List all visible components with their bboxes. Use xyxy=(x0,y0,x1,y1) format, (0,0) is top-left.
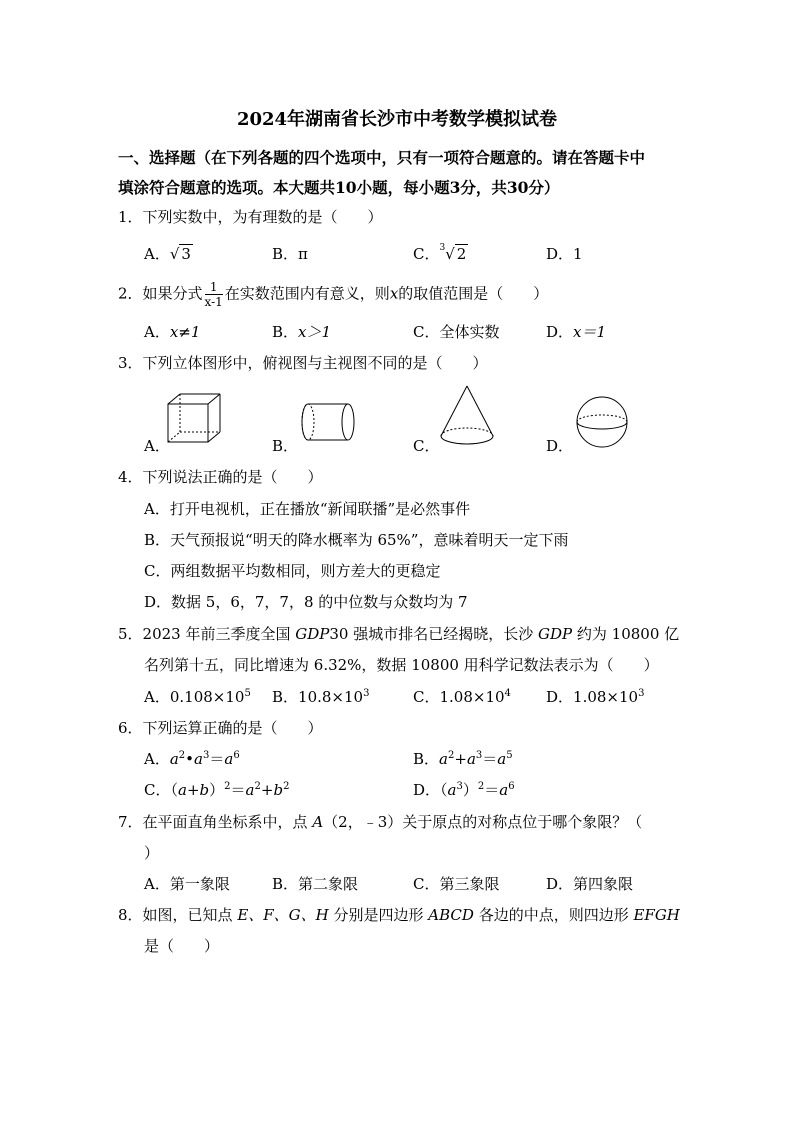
q1-option-c: C．$^3$√ 2 xyxy=(413,243,467,263)
q2-option-d: D．x＝1 xyxy=(546,323,607,341)
cone-figure xyxy=(435,382,499,450)
page-title: 2024年湖南省长沙市中考数学模拟试卷 xyxy=(236,109,558,130)
q2-option-c: C．全体实数 xyxy=(413,323,500,341)
q6-option-d: D．$(a^3)^2=a^6$ xyxy=(413,781,515,799)
q3-option-d-label: D． xyxy=(546,437,574,455)
sphere-figure xyxy=(572,394,632,450)
q6-option-b: B．$a^2+a^3=a^5$ xyxy=(413,750,513,768)
q1-option-d: D．1 xyxy=(546,245,583,263)
fraction: $\frac{1}{x-1}$ xyxy=(204,280,223,309)
q2-option-a: A．x≠1 xyxy=(144,323,201,341)
question-6-stem: 6．下列运算正确的是（ ） xyxy=(118,719,323,737)
q5-option-a: A．$0.108\times 10^5$ xyxy=(144,688,251,706)
section-heading-line2: 填涂符合题意的选项。本大题共10小题，每小题3分，共30分） xyxy=(118,178,560,197)
question-5-line1: 5．2023 年前三季度全国 GDP30 强城市排名已经揭晓，长沙 GDP 约为 10800 亿 xyxy=(118,625,680,643)
q5-option-c: C．$1.08\times 10^4$ xyxy=(413,688,511,706)
q1-option-a: A．√ 3 xyxy=(144,245,191,263)
q4-option-b: B．天气预报说“明天的降水概率为 65%”，意味着明天一定下雨 xyxy=(144,531,569,549)
q6-option-c: C．$(a+b)^2=a^2+b^2$ xyxy=(144,781,290,799)
cube-figure xyxy=(162,390,226,446)
question-4-stem: 4．下列说法正确的是（ ） xyxy=(118,468,323,486)
question-5-line2: 名列第十五，同比增速为 6.32%，数据 10800 用科学记数法表示为（ ） xyxy=(144,656,659,674)
q6-option-a: A．$a^2•a^3=a^6$ xyxy=(144,750,240,768)
question-7-line2: ） xyxy=(144,844,160,862)
q5-option-b: B．$10.8\times 10^3$ xyxy=(272,688,370,706)
q1-option-b: B．π xyxy=(272,245,308,263)
q2-option-b: B．x＞1 xyxy=(272,323,332,341)
question-8-line1: 8．如图，已知点 E、F、G、H 分别是四边形 ABCD 各边的中点，则四边形 EFGH xyxy=(118,906,680,924)
q7-option-c: C．第三象限 xyxy=(413,875,500,893)
q4-option-a: A．打开电视机，正在播放“新闻联播”是必然事件 xyxy=(144,500,471,518)
q7-option-b: B．第二象限 xyxy=(272,875,359,893)
question-7-line1: 7．在平面直角坐标系中，点 A（2，﹣3）关于原点的对称点位于哪个象限？（ xyxy=(118,813,643,831)
q4-option-c: C．两组数据平均数相同，则方差大的更稳定 xyxy=(144,562,441,580)
question-1-stem: 1．下列实数中，为有理数的是（ ） xyxy=(118,208,383,226)
q4-option-d: D．数据 5，6，7，7，8 的中位数与众数均为 7 xyxy=(144,593,468,611)
q3-option-a-label: A． xyxy=(144,437,170,455)
section-heading-line1: 一、选择题（在下列各题的四个选项中，只有一项符合题意的。请在答题卡中 xyxy=(118,148,646,167)
question-8-line2: 是（ ） xyxy=(144,937,220,955)
q7-option-a: A．第一象限 xyxy=(144,875,230,893)
q7-option-d: D．第四象限 xyxy=(546,875,634,893)
q3-option-b-label: B． xyxy=(272,437,299,455)
cylinder-figure xyxy=(298,400,362,446)
q5-option-d: D．$1.08\times 10^3$ xyxy=(546,688,645,706)
q3-option-c-label: C． xyxy=(413,437,440,455)
question-3-stem: 3．下列立体图形中，俯视图与主视图不同的是（ ） xyxy=(118,354,488,372)
question-2-stem: 2．如果分式 $\frac{1}{x-1}$ 在实数范围内有意义，则x的取值范围是（ ） xyxy=(118,280,549,309)
